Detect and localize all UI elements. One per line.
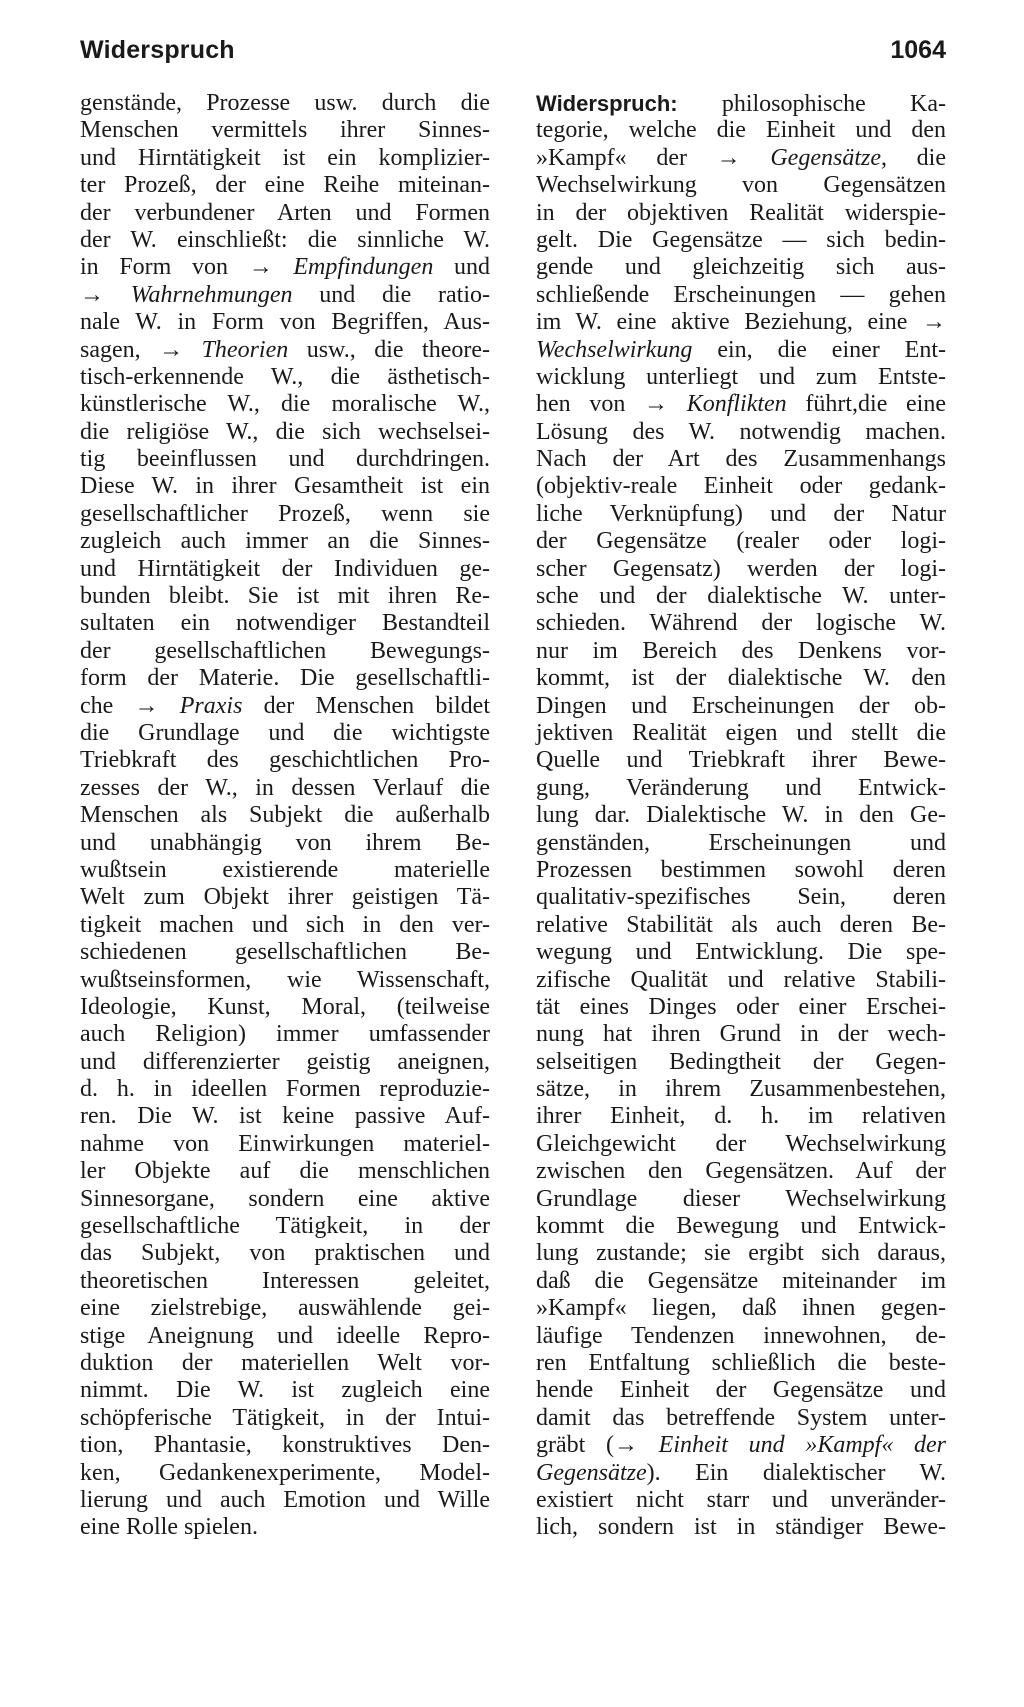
cross-reference-link[interactable]: → Einheit und »Kampf« der [613,1432,946,1459]
text-line [536,501,946,528]
text-line [80,1405,490,1432]
text-line [80,309,490,336]
line-text: scher Gegensatz) werden der logi- [536,555,946,582]
text-line [80,172,490,199]
text-line [80,1049,490,1076]
text-line [80,912,490,939]
text-line [80,884,490,911]
line-text: »Kampf« liegen, daß ihnen gegen- [536,1295,946,1322]
line-text: damit das betreffende System unter- [536,1404,946,1431]
text-line [536,117,946,144]
text-line [80,145,490,172]
line-text: tig beeinflussen und durchdringen. [80,446,490,473]
line-text: gesellschaftlicher Prozeß, wenn sie [80,500,490,527]
text-line [536,638,946,665]
text-line [80,117,490,144]
line-text: der Gegensätze (realer oder logi- [536,528,946,555]
text-line [80,337,490,364]
text-line [536,528,946,555]
text-line [536,1460,946,1487]
line-text: duktion der materiellen Welt vor- [80,1349,490,1376]
text-line [80,720,490,747]
text-line [536,967,946,994]
line-text: die religiöse W., die sich wechselsei- [80,418,490,445]
line-text: liche Verknüpfung) und der Natur [536,500,946,527]
line-text: Dingen und Erscheinungen der ob- [536,692,946,719]
text-line [536,1213,946,1240]
line-text: tegorie, welche die Einheit und den [536,117,946,144]
line-text: d. h. in ideellen Formen reproduzie- [80,1076,490,1103]
line-text: und differenzierter geistig aneignen, [80,1048,490,1075]
cross-reference-link[interactable]: → Gegensätze [716,144,881,171]
text-line [80,1186,490,1213]
line-text: und [433,254,491,281]
text-line [80,446,490,473]
line-text: und Hirntätigkeit der Individuen ge- [80,555,490,582]
line-text: lung dar. Dialektische W. in den Ge- [536,802,946,829]
text-line [536,1131,946,1158]
text-line [80,391,490,418]
line-text: schließende Erscheinungen — gehen [536,281,946,308]
line-text: (objektiv-reale Einheit oder gedank- [536,473,946,500]
line-text: relative Stabilität als auch deren Be- [536,911,946,938]
text-line [80,254,490,281]
text-line [80,1295,490,1322]
line-text: und die ratio- [292,281,490,308]
line-text: »Kampf« der [536,144,717,171]
line-text: Welt zum Objekt ihrer geistigen Tä- [80,884,490,911]
text-line [536,720,946,747]
text-line [80,1432,490,1459]
text-line [80,528,490,555]
text-line [536,583,946,610]
line-text: lich, sondern ist in ständiger Bewe- [536,1514,946,1541]
cross-reference-link[interactable]: → Empfindungen [248,254,434,281]
cross-reference-link[interactable]: Wechselwirkung [536,336,693,363]
line-text: Menschen vermittels ihrer Sinnes- [80,117,490,144]
line-text: und unabhängig von ihrem Be- [80,829,490,856]
cross-reference-link[interactable]: → [922,309,946,336]
text-line [536,227,946,254]
text-line [536,1377,946,1404]
line-text: Sinnesorgane, sondern eine aktive [80,1185,490,1212]
line-text: wicklung unterliegt und zum Entste- [536,363,946,390]
line-text: nahme von Einwirkungen materiel- [80,1130,490,1157]
line-text: , die [880,144,946,171]
line-text: che [80,692,135,719]
line-text: form der Materie. Die gesellschaftli- [80,665,490,692]
line-text: zugleich auch immer an die Sinnes- [80,528,490,555]
text-line [80,1350,490,1377]
line-text: der verbundener Arten und Formen [80,199,490,226]
text-line [80,556,490,583]
line-text: Quelle und Triebkraft ihrer Bewe- [536,747,946,774]
line-text: tät eines Dinges oder einer Erschei- [536,993,946,1020]
text-line [536,1432,946,1459]
line-text: eine zielstrebige, auswählende gei- [80,1295,490,1322]
line-text: die Grundlage und die wichtigste [80,719,490,746]
text-line [80,967,490,994]
line-text: Grundlage dieser Wechselwirkung [536,1185,946,1212]
text-line [536,1103,946,1130]
text-line [536,473,946,500]
line-text: nur im Bereich des Denkens vor- [536,637,946,664]
text-line [536,446,946,473]
text-line [80,1268,490,1295]
text-line [536,884,946,911]
text-line [80,1514,490,1541]
entry-headword: Widerspruch: [536,91,678,116]
line-text: daß die Gegensätze miteinander im [536,1267,946,1294]
line-text: der W. einschließt: die sinnliche W. [80,226,490,253]
line-text: ein, die einer Ent- [692,336,946,363]
text-line [80,473,490,500]
line-text: Prozessen bestimmen sowohl deren [536,856,946,883]
text-line [536,337,946,364]
line-text: auch Religion) immer umfassender [80,1021,490,1048]
text-line [536,90,946,117]
text-line [80,1103,490,1130]
text-line [536,1049,946,1076]
line-text: wußtseinsformen, wie Wissenschaft, [80,966,490,993]
line-text: hende Einheit der Gegensätze und [536,1377,946,1404]
line-text: genständen, Erscheinungen und [536,829,946,856]
line-text: stige Aneignung und ideelle Repro- [80,1322,490,1349]
text-line [536,1268,946,1295]
line-text: in Form von [80,254,249,281]
cross-reference-link[interactable]: → Theorien [159,336,289,363]
line-text: hen von [536,391,645,418]
text-line [536,1021,946,1048]
line-text: künstlerische W., die moralische W., [80,391,490,418]
text-line [536,994,946,1021]
text-line [80,939,490,966]
text-line [80,693,490,720]
line-text: nimmt. Die W. ist zugleich eine [80,1377,490,1404]
text-line [536,1487,946,1514]
text-line [536,145,946,172]
left-text-column [80,90,490,1542]
cross-reference-link[interactable]: → Wahrnehmungen [80,281,293,308]
text-line [80,747,490,774]
text-line [80,1240,490,1267]
line-text: kommt, ist der dialektische W. den [536,665,946,692]
text-line [536,802,946,829]
cross-reference-link[interactable]: → Konflikten [644,391,787,418]
text-line [80,1021,490,1048]
line-text: sätze, in ihrem Zusammenbestehen, [536,1076,946,1103]
text-line [80,200,490,227]
text-line [536,282,946,309]
text-line [536,1514,946,1541]
line-text: im W. eine aktive Beziehung, eine [536,309,922,336]
page-number: 1064 [890,36,946,64]
text-line [536,747,946,774]
text-line [536,419,946,446]
text-line [80,610,490,637]
text-line [80,1076,490,1103]
line-text: ler Objekte auf die menschlichen [80,1158,490,1185]
line-text: bunden bleibt. Sie ist mit ihren Re- [80,583,490,610]
text-line [80,227,490,254]
line-text: Gleichgewicht der Wechselwirkung [536,1130,946,1157]
line-text: tisch-erkennende W., die ästhetisch- [80,363,490,390]
line-text: lierung und auch Emotion und Wille [80,1486,490,1513]
line-text: läufige Tendenzen innewohnen, de- [536,1322,946,1349]
line-text: sche und der dialektische W. unter- [536,583,946,610]
text-line [536,1240,946,1267]
line-text: gende und gleichzeitig sich aus- [536,254,946,281]
text-line [536,665,946,692]
text-line [80,802,490,829]
line-text: tion, Phantasie, konstruktives Den- [80,1432,490,1459]
line-text: der Menschen bildet [242,692,491,719]
text-line [536,1350,946,1377]
line-text: Lösung des W. notwendig machen. [536,418,946,445]
text-line [80,583,490,610]
text-line [80,501,490,528]
text-line [80,857,490,884]
text-line [80,638,490,665]
line-text: schöpferische Tätigkeit, in der Intui- [80,1404,490,1431]
text-line [80,1377,490,1404]
text-line [80,1158,490,1185]
line-text: der gesellschaftlichen Bewegungs- [80,637,490,664]
text-line [80,775,490,802]
line-text: ihrer Einheit, d. h. im relativen [536,1103,946,1130]
line-text: in der objektiven Realität widerspie- [536,199,946,226]
running-head-entry: Widerspruch [80,36,235,64]
cross-reference-link[interactable]: → Praxis [134,692,243,719]
line-text: philosophische Ka- [677,91,946,117]
line-text: jektiven Realität eigen und stellt die [536,719,946,746]
line-text: ren Entfaltung schließlich die beste- [536,1349,946,1376]
line-text: Nach der Art des Zusammenhangs [536,446,946,473]
line-text: ken, Gedankenexperimente, Model- [80,1459,490,1486]
line-text: wegung und Entwicklung. Die spe- [536,939,946,966]
text-line [80,1323,490,1350]
text-line [536,1323,946,1350]
text-line [536,391,946,418]
line-text: führt,die eine [786,391,946,418]
line-text: zifische Qualität und relative Stabili- [536,966,946,993]
line-text: Ideologie, Kunst, Moral, (teilweise [80,993,490,1020]
line-text: das Subjekt, von praktischen und [80,1240,490,1267]
line-text: lung zustande; sie ergibt sich daraus, [536,1240,946,1267]
line-text: Triebkraft des geschichtlichen Pro- [80,747,490,774]
text-line [80,364,490,391]
text-line [536,912,946,939]
line-text: qualitativ-spezifisches Sein, deren [536,884,946,911]
text-line [536,172,946,199]
text-line [80,1460,490,1487]
text-line [80,1487,490,1514]
line-text: kommt die Bewegung und Entwick- [536,1213,946,1240]
line-text: ter Prozeß, der eine Reihe miteinan- [80,172,490,199]
text-line [536,693,946,720]
line-text: wußtsein existierende materielle [80,856,490,883]
line-text: nale W. in Form von Begriffen, Aus- [80,309,490,336]
line-text: gesellschaftliche Tätigkeit, in der [80,1213,490,1240]
text-line [536,556,946,583]
line-text: ren. Die W. ist keine passive Auf- [80,1103,490,1130]
text-line [80,830,490,857]
text-line [536,364,946,391]
line-text: Diese W. in ihrer Gesamtheit ist ein [80,473,490,500]
text-line [536,775,946,802]
text-line [536,939,946,966]
line-text: ). Ein dialektischer W. [646,1459,946,1486]
text-line [536,1158,946,1185]
line-text: theoretischen Interessen geleitet, [80,1267,490,1294]
text-line [536,830,946,857]
text-line [80,419,490,446]
text-line [536,309,946,336]
line-text: Menschen als Subjekt die außerhalb [80,802,490,829]
line-text: und Hirntätigkeit ist ein komplizier- [80,144,490,171]
text-line [80,282,490,309]
line-text: schieden. Während der logische W. [536,610,946,637]
line-text: sagen, [80,336,160,363]
text-line [80,1131,490,1158]
text-line [80,665,490,692]
text-line [536,200,946,227]
line-text: tigkeit machen und sich in den ver- [80,911,490,938]
line-text: zwischen den Gegensätzen. Auf der [536,1158,946,1185]
cross-reference-link[interactable]: Gegensätze [536,1459,647,1486]
line-text: genstände, Prozesse usw. durch die [80,90,490,116]
text-line [536,1076,946,1103]
text-line [536,610,946,637]
line-text: gung, Veränderung und Entwick- [536,774,946,801]
text-line [536,1186,946,1213]
text-line [536,254,946,281]
line-text: usw., die theore- [288,336,490,363]
line-text: gräbt ( [536,1432,614,1459]
text-line [536,1405,946,1432]
text-line [536,857,946,884]
line-text: eine Rolle spielen. [80,1514,258,1541]
line-text: zesses der W., in dessen Verlauf die [80,774,490,801]
line-text: nung hat ihren Grund in der wech- [536,1021,946,1048]
line-text: existiert nicht starr und unveränder- [536,1486,946,1513]
text-line [80,994,490,1021]
line-text: gelt. Die Gegensätze — sich bedin- [536,226,946,253]
text-line [536,1295,946,1322]
text-line [80,90,490,117]
line-text: Wechselwirkung von Gegensätzen [536,172,946,199]
right-text-column [536,90,946,1542]
line-text: schiedenen gesellschaftlichen Be- [80,939,490,966]
line-text: selseitigen Bedingtheit der Gegen- [536,1048,946,1075]
text-line [80,1213,490,1240]
line-text: sultaten ein notwendiger Bestandteil [80,610,490,637]
